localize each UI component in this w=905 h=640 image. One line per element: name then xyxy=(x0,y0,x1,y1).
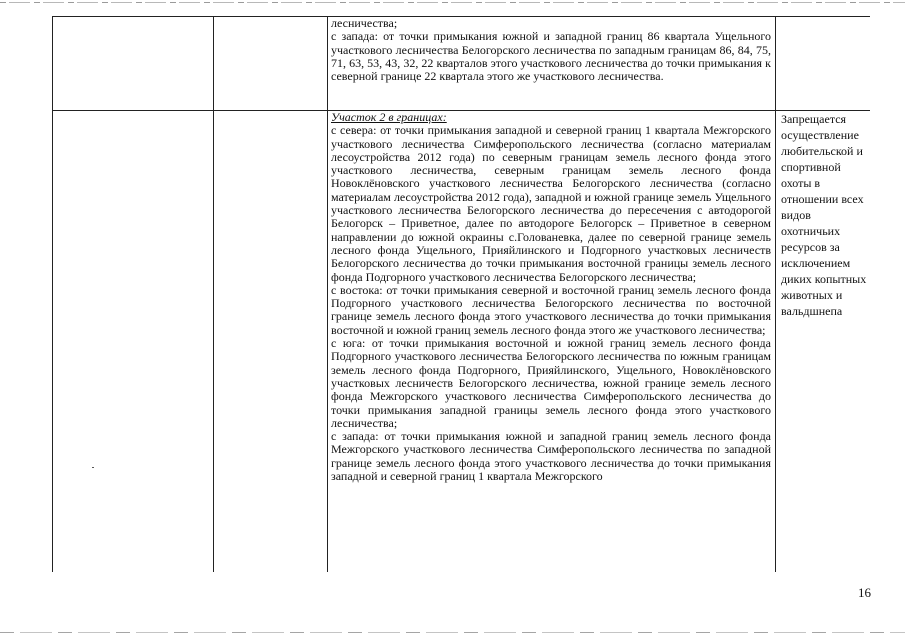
scan-edge-top xyxy=(0,2,905,3)
table-row xyxy=(53,17,871,111)
boundary-description-cell xyxy=(328,17,776,111)
boundary-text: с востока: от точки примыкания северной и восточной границ земель лесного фонда Подгорного участкового лесничества Белогорского лесничества по восточной границе земель лесного фонда этого участкового лесничества до точки примыкания восточной и южной границ земель лесного фонда этого же участкового лесничества; xyxy=(331,282,771,337)
boundary-text: с запада: от точки примыкания южной и западной границ земель лесного фонда Межгорского участкового лесничества Симферопольского лесничества по западной границе земель лесного фонда этого участкового лесничества до точки примыкания западной и северной границ 1 квартала Межгорского xyxy=(331,429,771,484)
boundary-description-cell xyxy=(328,111,776,573)
scan-speck xyxy=(92,467,94,468)
table-cell-empty xyxy=(53,111,214,573)
table-cell-empty xyxy=(776,17,871,111)
document-table-frame xyxy=(52,16,870,572)
table-cell-empty xyxy=(214,17,328,111)
page-number: 16 xyxy=(858,585,871,600)
boundary-text: с юга: от точки примыкания восточной и южной границ земель лесного фонда Подгорного участкового лесничества Белогорского лесничества по южным границам земель лесного фонда Подгорного, Прияйлинского, Ущельного, Новоклёновского участковых лесничеств Белогорского лесничества, южной границе земель лесного фонда Межгорского участкового лесничества Симферопольского лесничества до точки примыкания западной границы земель лесного фонда этого участкового лесничества; xyxy=(331,336,771,430)
hunting-restrictions-table xyxy=(52,16,870,572)
restriction-note-cell xyxy=(776,111,871,573)
restriction-note: Запрещается осуществление любительской и спортивной охоты в отношении всех видов охотничьих ресурсов за исключением диких копытных животных и вальдшнепа xyxy=(781,112,867,318)
table-cell-empty xyxy=(53,17,214,111)
table-cell-empty xyxy=(214,111,328,573)
boundary-text: с севера: от точки примыкания западной и северной границ 1 квартала Межгорского участкового лесничества Симферопольского лесничества (согласно материалам лесоустройства 2012 года) по северным границам земель лесного фонда этого участкового лесничества, северным границам земель лесного фонда Новоклёновского участкового лесничества Белогорского лесничества (согласно материалам лесоустройства 2012 года), западной и южной границе земель Ущельного участкового лесничества Белогорского лесничества до пересечения с автодорогой Белогорск – Приветное, далее по автодороге Белогорск – Приветное в северном направлении до южной окраины с.Голованевка, далее по северной границе земель лесного фонда Ущельного, Прияйлинского и Подгорного участковых лесничеств Белогорского лесничества до точки примыкания восточной границы земель лесного фонда Подгорного участкового лесничества Белогорского лесничества; xyxy=(331,123,771,284)
boundary-text: с запада: от точки примыкания южной и западной границ 86 квартала Ущельного участкового лесничества Белогорского лесничества по западным границам 86, 84, 75, 71, 63, 53, 43, 32, 22 кварталов этого участкового лесничества до точки примыкания к северной границе 22 квартала этого же участкового лесничества. xyxy=(331,29,771,84)
scan-edge-bottom xyxy=(0,632,905,633)
boundary-text: лесничества; xyxy=(331,16,398,30)
section-heading: Участок 2 в границах: xyxy=(331,110,447,124)
table-row xyxy=(53,111,871,573)
